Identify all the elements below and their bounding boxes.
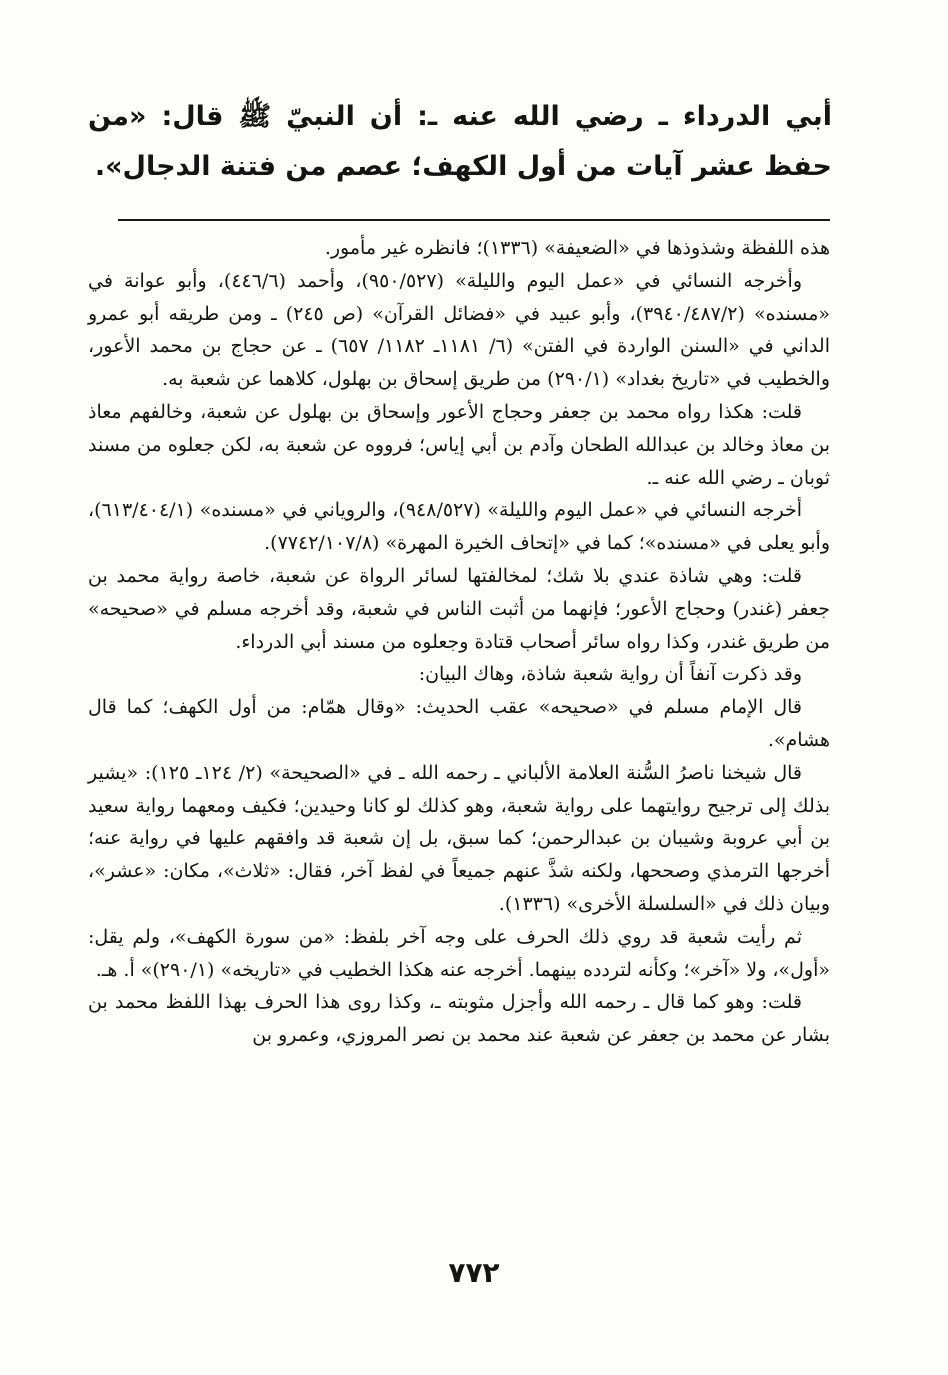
footnote-paragraph: قلت: هكذا رواه محمد بن جعفر وحجاج الأعور وإسحاق بن بهلول عن شعبة، وخالفهم معاذ بن معاذ وخالد بن عبدالله الطحان وآدم بن أبي إياس؛ فرووه عن شعبة به، لكن جعلوه من مسند ثوبان ـ رضي الله عنه ـ. [88,400,830,489]
footnote-paragraph: وأخرجه النسائي في «عمل اليوم والليلة» (٩٥٠/٥٢٧)، وأحمد (٤٤٦/٦)، وأبو عوانة في «مسنده» (٣٩٤٠/٤٨٧/٢)، وأبو عبيد في «فضائل القرآن» (ص ٢٤٥) ـ ومن طريقه أبو عمرو الداني في «السنن الواردة في الفتن» (٦/ ١١٨١ـ ١١٨٢/ ٦٥٧) ـ عن حجاج بن محمد الأعور، والخطيب في «تاريخ بغداد» (٢٩٠/١) من طريق إسحاق بن بهلول، كلاهما عن شعبة به. [88,269,830,391]
footnote-separator [118,219,830,221]
footnotes [88,232,830,1052]
footnote-paragraph: قال الإمام مسلم في «صحيحه» عقب الحديث: «وقال همّام: من أول الكهف؛ كما قال هشام». [88,696,830,751]
footnote-paragraph: أخرجه النسائي في «عمل اليوم والليلة» (٩٤٨/٥٢٧)، والروياني في «مسنده» (٦١٣/٤٠٤/١)، وأبو يعلى في «مسنده»؛ كما في «إتحاف الخيرة المهرة» (٧٧٤٢/١٠٧/٨). [88,499,830,555]
footnote-paragraph: قلت: وهو كما قال ـ رحمه الله وأجزل مثوبته ـ، وكذا روى هذا الحرف بهذا اللفظ محمد بن بشار عن محمد بن جعفر عن شعبة عند محمد بن نصر المروزي، وعمرو بن [88,991,830,1047]
page-number: ٧٧٢ [448,1256,500,1289]
footnote-paragraph: وقد ذكرت آنفاً أن رواية شعبة شاذة، وهاك البيان: [418,663,802,686]
footnote-paragraph: هذه اللفظة وشذوذها في «الضعيفة» (١٣٣٦)؛ فانظره غير مأمور. [324,237,830,259]
main-text: أبي الدرداء ـ رضي الله عنه ـ: أن النبيّ ﷺ قال: «من حفظ عشر آيات من أول الكهف؛ عصم من فتنة الدجال». [88,101,832,182]
footnote-paragraph: ثم رأيت شعبة قد روي ذلك الحرف على وجه آخر بلفظ: «من سورة الكهف»، ولم يقل: «أول»، ولا «آخر»؛ وكأنه لتردده بينهما. أخرجه عنه هكذا الخطيب في «تاريخه» (٢٩٠/١)» أ. هـ. [88,925,830,981]
footnote-paragraph: قلت: وهي شاذة عندي بلا شك؛ لمخالفتها لسائر الرواة عن شعبة، خاصة رواية محمد بن جعفر (غندر) وحجاج الأعور؛ فإنهما من أثبت الناس في شعبة، وقد أخرجه مسلم في «صحيحه» من طريق غندر، وكذا رواه سائر أصحاب قتادة وجعلوه من مسند أبي الدرداء. [88,564,830,653]
footnote-paragraph: قال شيخنا ناصرُ السُّنة العلامة الألباني ـ رحمه الله ـ في «الصحيحة» (٢/ ١٢٤ـ ١٢٥): «يشير بذلك إلى ترجيح روايتهما على رواية شعبة، وهو كذلك لو كانا وحيدين؛ فكيف ومعهما رواية سعيد بن أبي عروبة وشيبان بن عبدالرحمن؛ كما سبق، بل إن شعبة قد وافقهم عليها في رواية عنه؛ أخرجها الترمذي وصححها، ولكنه شذَّ عنهم جميعاً في لفظ آخر، فقال: «ثلاث»، مكان: «عشر»، وبيان ذلك في «السلسلة الأخرى» (١٣٣٦). [88,761,830,915]
